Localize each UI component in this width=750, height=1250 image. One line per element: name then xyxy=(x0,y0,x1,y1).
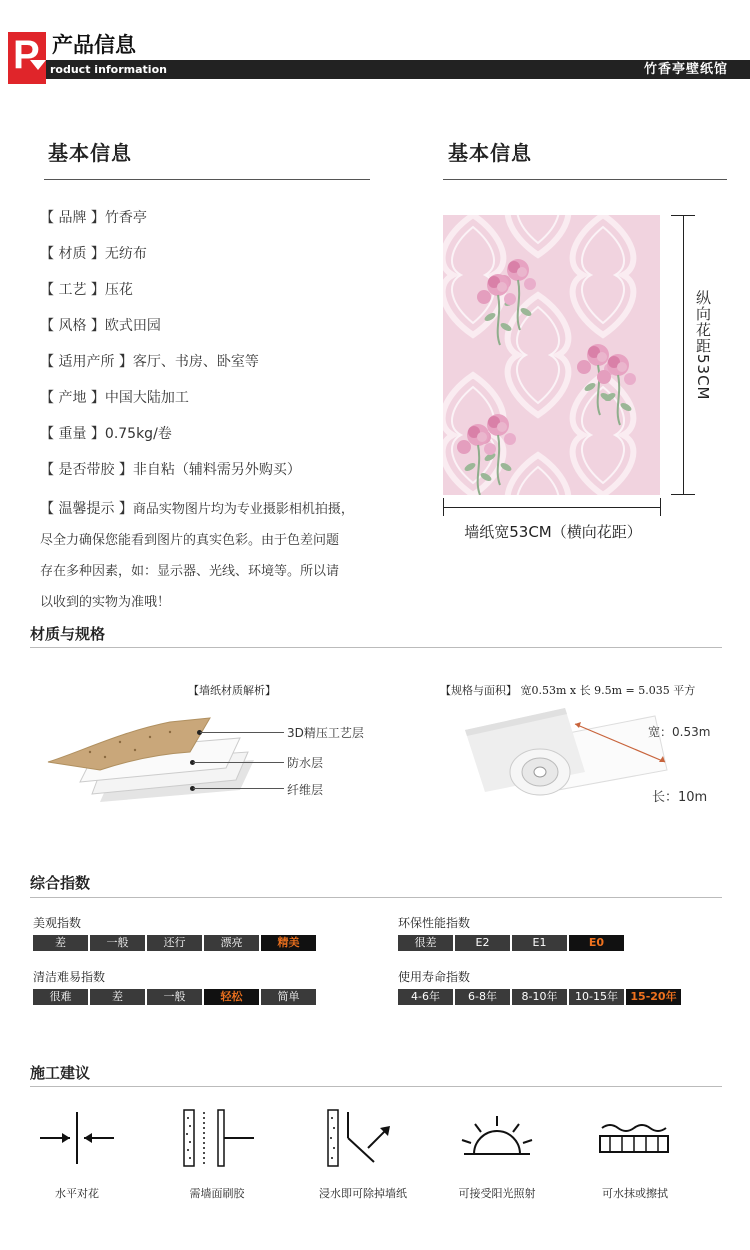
info-key: 【 是否带胶 】 xyxy=(40,462,133,478)
index-cell: 一般 xyxy=(90,935,145,951)
spec-caption-key: 【规格与面积】 xyxy=(440,684,517,697)
shop-name: 竹香亭壁纸馆 xyxy=(643,62,728,77)
index-cell: 还行 xyxy=(147,935,202,951)
info-value: 0.75kg/卷 xyxy=(104,426,172,442)
index-name: 使用寿命指数 xyxy=(398,970,471,984)
index-cell: 8-10年 xyxy=(512,989,567,1005)
info-key: 【 风格 】 xyxy=(40,318,105,334)
info-value: 客厅、书房、卧室等 xyxy=(132,354,259,370)
info-value: 竹香亭 xyxy=(104,210,147,226)
info-row xyxy=(40,386,390,422)
remove-paper-icon xyxy=(308,1108,418,1168)
leader-line xyxy=(193,788,284,789)
index-cell: 简单 xyxy=(261,989,316,1005)
construction-section-title: 施工建议 xyxy=(30,1064,91,1082)
material-caption: 【墙纸材质解析】 xyxy=(188,684,276,697)
index-cell: 10-15年 xyxy=(569,989,624,1005)
index-name: 清洁难易指数 xyxy=(33,970,106,984)
info-list xyxy=(40,206,390,494)
index-name: 美观指数 xyxy=(33,916,82,930)
info-value: 欧式田园 xyxy=(104,318,161,334)
index-cell: 漂亮 xyxy=(204,935,259,951)
length-label: 长：10m xyxy=(652,790,708,805)
index-cell-selected: E0 xyxy=(569,935,624,951)
index-cell: E2 xyxy=(455,935,510,951)
header-bar xyxy=(46,60,750,79)
info-value: 压花 xyxy=(104,282,133,298)
info-value: 中国大陆加工 xyxy=(104,390,189,406)
info-row xyxy=(40,422,390,458)
basic-info-title-right: 基本信息 xyxy=(448,141,532,165)
construction-label: 可接受阳光照射 xyxy=(458,1187,536,1200)
align-arrows-icon xyxy=(22,1108,132,1168)
horizontal-dimension-line xyxy=(443,507,660,508)
index-cell: 一般 xyxy=(147,989,202,1005)
dimension-tick xyxy=(671,215,695,216)
wallpaper-roll-image xyxy=(455,700,685,800)
info-key: 【 工艺 】 xyxy=(40,282,105,298)
info-value: 无纺布 xyxy=(104,246,147,262)
index-cell: 4-6年 xyxy=(398,989,453,1005)
index-cell-selected: 轻松 xyxy=(204,989,259,1005)
index-cell: 差 xyxy=(90,989,145,1005)
width-label: 宽：0.53m xyxy=(648,725,711,739)
divider xyxy=(44,179,370,180)
brand-logo xyxy=(8,32,46,84)
divider xyxy=(30,897,722,898)
index-cell: 很难 xyxy=(33,989,88,1005)
sunlight-icon xyxy=(442,1108,552,1168)
index-cell: 6-8年 xyxy=(455,989,510,1005)
index-name: 环保性能指数 xyxy=(398,916,471,930)
info-key: 【 重量 】 xyxy=(40,426,105,442)
index-scale xyxy=(33,935,316,951)
notice-key: 【 温馨提示 】 xyxy=(40,501,133,517)
construction-label: 浸水即可除掉墙纸 xyxy=(319,1187,407,1200)
index-cell-selected: 15-20年 xyxy=(626,989,681,1005)
divider xyxy=(30,1086,722,1087)
info-key: 【 材质 】 xyxy=(40,246,105,262)
wall-glue-icon xyxy=(162,1108,272,1168)
info-row xyxy=(40,350,390,386)
info-value: 非自粘（辅料需另外购买） xyxy=(132,462,301,478)
notice-text xyxy=(40,494,392,618)
construction-label: 需墙面刷胶 xyxy=(189,1187,245,1200)
info-key: 【 品牌 】 xyxy=(40,210,105,226)
divider xyxy=(443,179,727,180)
info-row xyxy=(40,458,390,494)
basic-info-title: 基本信息 xyxy=(48,141,132,165)
horizontal-width-label: 墙纸宽53CM（横向花距） xyxy=(464,523,642,541)
index-scale xyxy=(398,935,624,951)
spec-caption xyxy=(440,684,695,698)
layer-label: 防水层 xyxy=(287,756,324,770)
index-cell: 差 xyxy=(33,935,88,951)
index-scale xyxy=(398,989,681,1005)
spec-caption-value: 宽0.53m x 长 9.5m = 5.035 平方 xyxy=(520,684,696,697)
leader-line xyxy=(193,762,284,763)
header-subtitle: roduct information xyxy=(50,63,167,76)
dimension-tick xyxy=(671,494,695,495)
material-section-title: 材质与规格 xyxy=(30,625,106,643)
construction-label: 水平对花 xyxy=(55,1187,99,1200)
info-key: 【 适用产所 】 xyxy=(40,354,133,370)
vertical-repeat-label: 纵向花距53CM xyxy=(694,290,712,401)
construction-label: 可水抹或擦拭 xyxy=(602,1187,668,1200)
layer-label: 3D精压工艺层 xyxy=(287,726,364,740)
notice-line: 商品实物图片均为专业摄影相机拍摄， xyxy=(132,502,354,517)
index-cell: 很差 xyxy=(398,935,453,951)
notice-line: 存在多种因素，如：显示器、光线、环境等。所以请 xyxy=(40,564,340,579)
layer-label: 纤维层 xyxy=(287,783,324,797)
dimension-tick xyxy=(443,498,444,516)
info-key: 【 产地 】 xyxy=(40,390,105,406)
logo-arrow-icon xyxy=(30,60,46,70)
vertical-dimension-line xyxy=(683,215,684,495)
index-cell-selected: 精美 xyxy=(261,935,316,951)
leader-line xyxy=(200,732,284,733)
logo-letter: P xyxy=(13,33,40,77)
divider xyxy=(30,647,722,648)
dimension-tick xyxy=(660,498,661,516)
water-wipe-icon xyxy=(580,1108,690,1168)
info-row xyxy=(40,242,390,278)
notice-line: 以收到的实物为准哦！ xyxy=(40,595,171,610)
info-row xyxy=(40,206,390,242)
wallpaper-sample-image xyxy=(443,215,660,495)
index-scale xyxy=(33,989,316,1005)
index-cell: E1 xyxy=(512,935,567,951)
notice-line: 尽全力确保您能看到图片的真实色彩。由于色差问题 xyxy=(40,533,340,548)
info-row xyxy=(40,278,390,314)
page-title: 产品信息 xyxy=(52,33,136,57)
info-row xyxy=(40,314,390,350)
index-section-title: 综合指数 xyxy=(30,874,91,892)
